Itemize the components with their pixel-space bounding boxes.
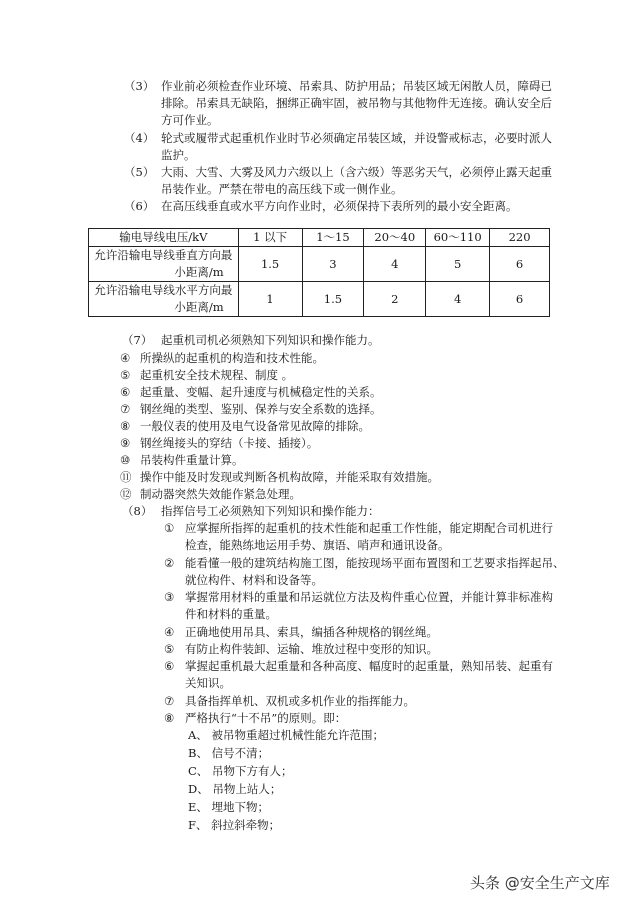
list-item: 能看懂一般的建筑结构施工图，能按现场平面布置图和工艺要求指挥起吊、 [185,556,565,570]
list-item: A、 被吊物重超过机械性能允许范围； [188,728,384,742]
row-label [89,282,239,317]
row-label-line: 小距离/m [174,300,224,314]
item-text: 作业前必须检查作业环境、吊索具、防护用品；吊装区域无闲散人员，障碍已 [161,79,552,93]
table-cell: 6 [490,282,550,317]
list-item: 钢丝绳的类型、鉴别、保养与安全系数的选择。 [140,402,382,416]
table-row [89,247,550,282]
table-header-cell: 输电导线电压/kV [89,229,239,247]
list-marker: ⑤ [120,368,131,382]
list-item: 具备指挥单机、双机或多机作业的指挥能力。 [185,694,415,708]
list-marker: ② [164,556,175,570]
row-label-line: 允许沿输电导线水平方向最 [94,283,233,297]
table-row [89,282,550,317]
safety-distance-table [88,228,550,317]
list-item: 检查，能熟练地运用手势、旗语、哨声和通讯设备。 [185,538,450,552]
list-marker: ④ [120,351,131,365]
table-cell: 6 [490,247,550,282]
item-text: 在高压线垂直或水平方向作业时，必须保持下表所列的最小安全距离。 [161,199,518,213]
table-cell: 1.5 [302,282,364,317]
table-header-cell: 60～110 [426,229,490,247]
table-header-cell: 220 [490,229,550,247]
table-header-cell: 20～40 [364,229,426,247]
list-item: 操作中能及时发现或判断各机构故障，并能采取有效措施。 [140,470,439,484]
list-marker: ③ [164,590,175,604]
table-cell: 2 [364,282,426,317]
item-text: 吊装作业。严禁在带电的高压线下或一侧作业。 [161,182,403,196]
list-item: 掌握起重机最大起重量和各种高度、幅度时的起重量，熟知吊装、起重有 [185,659,553,673]
list-marker: ⑫ [120,487,132,501]
list-item: 件和材料的重量。 [185,607,277,621]
list-item: E、 埋地下物； [188,800,270,814]
list-marker: ① [164,521,175,535]
item-number: （3） [124,79,155,93]
item-text: 方可作业。 [161,113,219,127]
list-item: 关知识。 [185,676,231,690]
list-item: F、 斜拉斜牵物； [188,818,281,832]
table-header-cell: 1 以下 [238,229,302,247]
item-text: 监护。 [161,148,196,162]
list-item: 钢丝绳接头的穿结（卡接、插接）。 [140,436,319,450]
table-cell: 3 [302,247,364,282]
list-marker: ⑥ [164,659,175,673]
table-cell: 1 [238,282,302,317]
list-item: 有防止构件装卸、运输、堆放过程中变形的知识。 [185,642,438,656]
list-item: 所操纵的起重机的构造和技术性能。 [140,351,324,365]
item-number: （8） [122,504,153,518]
item-text: 轮式或履带式起重机作业时节必须确定吊装区域，并设警戒标志，必要时派人 [161,131,552,145]
list-item: 制动器突然失效能作紧急处理。 [140,487,301,501]
list-marker: ④ [164,625,175,639]
item-number: （5） [124,165,155,179]
item-number: （6） [124,199,155,213]
list-marker: ⑧ [120,419,131,433]
list-marker: ⑧ [164,711,175,725]
watermark: 头条 @安全生产文库 [470,874,610,892]
list-item: 一般仪表的使用及电气设备常见故障的排除。 [140,419,370,433]
list-marker: ⑪ [120,470,132,484]
row-label-line: 允许沿输电导线垂直方向最 [94,248,233,262]
list-item: C、 吊物下方有人； [188,764,293,778]
list-item: B、 信号不清； [188,746,270,760]
table-cell: 5 [426,247,490,282]
list-marker: ⑨ [120,436,131,450]
table-header-cell: 1～15 [302,229,364,247]
list-marker: ⑦ [120,402,131,416]
item-text: 大雨、大雪、大雾及风力六级以上（含六级）等恶劣天气，必须停止露天起重 [161,165,552,179]
item-text: 排除。吊索具无缺陷，捆绑正确牢固，被吊物与其他物件无连接。确认安全后 [161,96,552,110]
list-marker: ⑩ [120,453,131,467]
list-item: 严格执行“十不吊”的原则。即： [185,711,347,725]
list-item: 正确地使用吊具、索具，编插各种规格的钢丝绳。 [185,625,438,639]
item-number: （7） [122,333,153,347]
table-cell: 4 [426,282,490,317]
item-text: 指挥信号工必须熟知下列知识和操作能力： [161,504,380,518]
list-item: 起重量、变幅、起升速度与机械稳定性的关系。 [140,385,382,399]
list-item: 起重机安全技术规程、制度 。 [140,368,294,382]
table-cell: 1.5 [238,247,302,282]
list-item: 应掌握所指挥的起重机的技术性能和起重工作性能，能定期配合司机进行 [185,521,553,535]
row-label-line: 小距离/m [174,265,224,279]
table-cell: 4 [364,247,426,282]
list-marker: ⑥ [120,385,131,399]
item-number: （4） [124,131,155,145]
row-label [89,247,239,282]
list-item: 就位构件、材料和设备等。 [185,573,323,587]
list-item: D、 吊物上站人； [188,782,282,796]
list-item: 吊装构件重量计算。 [140,453,244,467]
list-marker: ⑤ [164,642,175,656]
table-header-row [89,229,550,247]
list-item: 掌握常用材料的重量和吊运就位方法及构件重心位置，并能计算非标准构 [185,590,553,604]
item-text: 起重机司机必须熟知下列知识和操作能力。 [161,333,380,347]
list-marker: ⑦ [164,694,175,708]
